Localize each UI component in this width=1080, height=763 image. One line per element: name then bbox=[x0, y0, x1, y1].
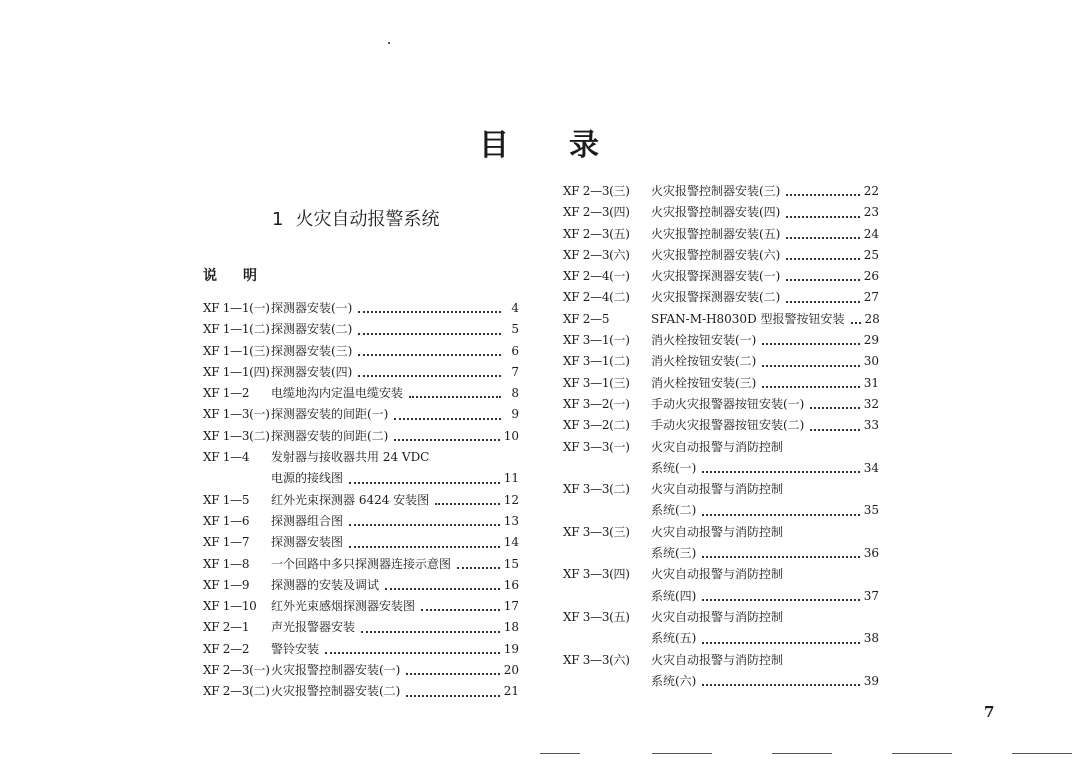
toc-entry bbox=[203, 575, 519, 596]
toc-dot-leader bbox=[786, 216, 859, 218]
toc-entry-page: 36 bbox=[863, 546, 879, 561]
toc-entry-code: XF 2—5 bbox=[563, 311, 610, 326]
toc-dot-leader bbox=[409, 396, 501, 398]
toc-dot-leader bbox=[762, 386, 859, 388]
toc-entry-title: 消火栓按钮安装(三) bbox=[651, 375, 757, 390]
toc-entry-title: 火灾报警控制器安装(二) bbox=[271, 684, 401, 699]
toc-entry bbox=[563, 671, 879, 692]
toc-entry bbox=[563, 309, 879, 330]
toc-entry-code: XF 1—7 bbox=[203, 535, 250, 550]
toc-entry-code: XF 3—1(三) bbox=[563, 375, 630, 390]
toc-entry-title: 火灾自动报警与消防控制 bbox=[651, 524, 784, 539]
toc-dot-leader bbox=[361, 631, 500, 633]
toc-entry bbox=[203, 660, 519, 681]
toc-entry-page: 24 bbox=[863, 226, 879, 241]
toc-entry-page: 9 bbox=[511, 407, 519, 422]
toc-entry-title: 系统(六) bbox=[651, 673, 697, 688]
page-number: 7 bbox=[984, 703, 995, 721]
toc-dot-leader bbox=[394, 439, 499, 441]
toc-dot-leader bbox=[406, 695, 499, 697]
toc-entry-code: XF 3—3(一) bbox=[563, 439, 630, 454]
toc-entry-title: 系统(四) bbox=[651, 588, 697, 603]
toc-entry bbox=[563, 458, 879, 479]
toc-entry-page: 18 bbox=[503, 620, 519, 635]
toc-dot-leader bbox=[358, 311, 501, 313]
scan-edge-lines bbox=[540, 753, 1080, 755]
toc-entry-code: XF 3—1(二) bbox=[563, 354, 630, 369]
toc-entry-page: 35 bbox=[863, 503, 879, 518]
toc-entry-page: 21 bbox=[503, 684, 519, 699]
toc-entry-page: 7 bbox=[511, 364, 519, 379]
toc-entry-page: 38 bbox=[863, 631, 879, 646]
toc-dot-leader bbox=[325, 652, 500, 654]
scan-speck bbox=[388, 42, 390, 44]
toc-dot-leader bbox=[786, 194, 859, 196]
toc-entry bbox=[203, 596, 519, 617]
toc-entry bbox=[563, 181, 879, 202]
toc-entry bbox=[563, 394, 879, 415]
toc-entry-code: XF 3—1(一) bbox=[563, 333, 630, 348]
toc-entry-page: 22 bbox=[863, 184, 879, 198]
toc-dot-leader bbox=[786, 237, 859, 239]
section-heading bbox=[272, 205, 439, 231]
toc-entry-code: XF 1—3(二) bbox=[203, 428, 270, 443]
page-title bbox=[0, 120, 1080, 164]
toc-dot-leader bbox=[349, 524, 500, 526]
toc-entry-page: 25 bbox=[863, 247, 879, 262]
toc-entry bbox=[203, 639, 519, 660]
toc-entry bbox=[203, 362, 519, 383]
note-heading-char-2: 明 bbox=[243, 268, 257, 284]
toc-entry-code: XF 1—1(一) bbox=[203, 301, 270, 315]
toc-dot-leader bbox=[702, 684, 859, 686]
toc-entry-page: 33 bbox=[863, 418, 879, 433]
toc-dot-leader bbox=[702, 556, 859, 558]
toc-entry bbox=[563, 224, 879, 245]
toc-entry-code: XF 2—3(三) bbox=[563, 184, 630, 198]
toc-entry-title: 消火栓按钮安装(二) bbox=[651, 354, 757, 369]
toc-entry-code: XF 1—1(三) bbox=[203, 343, 270, 358]
note-heading bbox=[203, 265, 257, 285]
toc-dot-leader bbox=[394, 418, 501, 420]
toc-entry-code: XF 3—3(六) bbox=[563, 652, 630, 667]
section-name: 火灾自动报警系统 bbox=[295, 209, 440, 230]
toc-entry-code: XF 2—2 bbox=[203, 641, 250, 656]
toc-entry bbox=[563, 351, 879, 372]
toc-entry bbox=[203, 298, 519, 319]
toc-entry bbox=[203, 383, 519, 404]
toc-entry bbox=[563, 373, 879, 394]
toc-entry-title: 发射器与接收器共用 24 VDC bbox=[271, 450, 430, 465]
toc-entry-title: 火灾报警控制器安装(三) bbox=[651, 184, 781, 198]
toc-entry bbox=[203, 426, 519, 447]
toc-entry-title: 声光报警器安装 bbox=[271, 620, 356, 635]
toc-entry-code: XF 1—4 bbox=[203, 450, 250, 465]
toc-entry-code: XF 2—3(一) bbox=[203, 663, 270, 678]
toc-entry-page: 32 bbox=[863, 396, 879, 411]
toc-entry bbox=[563, 415, 879, 436]
toc-entry bbox=[203, 341, 519, 362]
toc-entry-code: XF 2—4(二) bbox=[563, 290, 630, 305]
toc-entry-title: 探测器安装图 bbox=[271, 535, 344, 550]
toc-dot-leader bbox=[358, 375, 501, 377]
toc-entry-code: XF 1—2 bbox=[203, 386, 250, 401]
toc-entry-code: XF 3—2(一) bbox=[563, 396, 630, 411]
section-number: 1 bbox=[272, 209, 284, 230]
toc-entry-title: 红外光束探测器 6424 安装图 bbox=[271, 492, 430, 507]
toc-entry bbox=[203, 490, 519, 511]
toc-entry-title: 红外光束感烟探测器安装图 bbox=[271, 599, 416, 614]
toc-dot-leader bbox=[358, 333, 501, 335]
toc-entry-page: 28 bbox=[864, 311, 880, 326]
toc-entry-title: 火灾报警探测器安装(一) bbox=[651, 269, 781, 284]
toc-entry bbox=[203, 554, 519, 575]
toc-entry-code: XF 3—2(二) bbox=[563, 418, 630, 433]
toc-dot-leader bbox=[810, 429, 859, 431]
toc-dot-leader bbox=[457, 567, 500, 569]
toc-entry bbox=[563, 479, 879, 500]
toc-entry-title: 火灾报警控制器安装(四) bbox=[651, 205, 781, 220]
toc-entry-title: 系统(一) bbox=[651, 460, 697, 475]
toc-entry-page: 20 bbox=[503, 663, 519, 678]
toc-entry-page: 10 bbox=[503, 428, 519, 443]
toc-entry-code: XF 2—4(一) bbox=[563, 269, 630, 284]
toc-dot-leader bbox=[786, 301, 859, 303]
toc-entry-title: 火灾自动报警与消防控制 bbox=[651, 567, 784, 582]
toc-dot-leader bbox=[851, 322, 861, 324]
toc-entry-title: 火灾自动报警与消防控制 bbox=[651, 652, 784, 667]
toc-dot-leader bbox=[406, 673, 499, 675]
toc-dot-leader bbox=[762, 365, 859, 367]
toc-entry bbox=[203, 404, 519, 425]
toc-entry bbox=[563, 500, 879, 521]
toc-entry-title: 系统(二) bbox=[651, 503, 697, 518]
toc-entry bbox=[563, 543, 879, 564]
toc-entry-page: 17 bbox=[503, 599, 519, 614]
toc-entry-title: 火灾自动报警与消防控制 bbox=[651, 482, 784, 497]
toc-dot-leader bbox=[349, 546, 500, 548]
toc-entry-title: 火灾自动报警与消防控制 bbox=[651, 609, 784, 624]
toc-entry-page: 11 bbox=[503, 471, 519, 486]
toc-entry-page: 8 bbox=[511, 386, 519, 401]
toc-entry-title: 探测器安装的间距(二) bbox=[271, 428, 389, 443]
toc-entry-code: XF 3—3(三) bbox=[563, 524, 630, 539]
toc-entry bbox=[563, 266, 879, 287]
toc-entry-page: 15 bbox=[503, 556, 519, 571]
toc-entry-title: 消火栓按钮安装(一) bbox=[651, 333, 757, 348]
toc-entry-page: 34 bbox=[863, 460, 879, 475]
toc-dot-leader bbox=[349, 482, 500, 484]
toc-dot-leader bbox=[786, 279, 859, 281]
toc-entry-title: 手动火灾报警器按钮安装(二) bbox=[651, 418, 805, 433]
toc-entry-code: XF 1—10 bbox=[203, 599, 257, 614]
toc-entry-page: 5 bbox=[511, 322, 519, 337]
toc-entry-title: 探测器安装(四) bbox=[271, 364, 353, 379]
toc-entry-title: 探测器安装(三) bbox=[271, 343, 353, 358]
toc-entry-code: XF 1—6 bbox=[203, 513, 250, 528]
toc-dot-leader bbox=[358, 354, 501, 356]
toc-dot-leader bbox=[421, 609, 500, 611]
toc-entry-code: XF 1—3(一) bbox=[203, 407, 270, 422]
page-title-char-1: 目 bbox=[479, 128, 511, 163]
toc-entry bbox=[563, 437, 879, 458]
toc-entry-code: XF 3—3(四) bbox=[563, 567, 630, 582]
toc-entry-title: 探测器组合图 bbox=[271, 513, 344, 528]
toc-dot-leader bbox=[702, 471, 859, 473]
toc-dot-leader bbox=[762, 343, 859, 345]
toc-entry-code: XF 3—3(五) bbox=[563, 609, 630, 624]
toc-entry bbox=[203, 319, 519, 340]
toc-entry-title: 电源的接线图 bbox=[271, 471, 344, 486]
toc-entry-page: 13 bbox=[503, 513, 519, 528]
toc-entry-code: XF 2—3(四) bbox=[563, 205, 630, 220]
toc-entry-title: 警铃安装 bbox=[271, 641, 320, 656]
toc-entry bbox=[563, 245, 879, 266]
toc-entry-title: 系统(五) bbox=[651, 631, 697, 646]
toc-dot-leader bbox=[702, 599, 859, 601]
toc-entry-page: 30 bbox=[863, 354, 879, 369]
toc-entry bbox=[563, 564, 879, 585]
toc-entry-title: 火灾报警控制器安装(五) bbox=[651, 226, 781, 241]
toc-dot-leader bbox=[702, 514, 859, 516]
toc-left-column bbox=[203, 298, 519, 703]
toc-entry bbox=[563, 586, 879, 607]
toc-entry-page: 23 bbox=[863, 205, 879, 220]
toc-entry-title: 火灾报警控制器安装(一) bbox=[271, 663, 401, 678]
toc-entry-page: 16 bbox=[503, 577, 519, 592]
toc-entry-page: 26 bbox=[863, 269, 879, 284]
toc-entry-page: 19 bbox=[503, 641, 519, 656]
toc-entry bbox=[203, 468, 519, 489]
toc-entry-title: 探测器的安装及调试 bbox=[271, 577, 380, 592]
toc-entry bbox=[203, 447, 519, 468]
toc-entry bbox=[563, 607, 879, 628]
toc-entry-title: 一个回路中多只探测器连接示意图 bbox=[271, 556, 452, 571]
toc-entry-title: 火灾报警控制器安装(六) bbox=[651, 247, 781, 262]
toc-entry-title: 火灾报警探测器安装(二) bbox=[651, 290, 781, 305]
toc-dot-leader bbox=[786, 258, 859, 260]
toc-entry-code: XF 1—1(二) bbox=[203, 322, 270, 337]
toc-entry bbox=[563, 628, 879, 649]
toc-entry-page: 27 bbox=[863, 290, 879, 305]
toc-entry-page: 6 bbox=[511, 343, 519, 358]
toc-entry bbox=[563, 202, 879, 223]
toc-entry-page: 29 bbox=[863, 333, 879, 348]
toc-entry-title: 探测器安装(二) bbox=[271, 322, 353, 337]
toc-entry-code: XF 2—3(五) bbox=[563, 226, 630, 241]
toc-entry-code: XF 1—8 bbox=[203, 556, 250, 571]
toc-entry-page: 37 bbox=[863, 588, 879, 603]
toc-entry-title: 火灾自动报警与消防控制 bbox=[651, 439, 784, 454]
toc-dot-leader bbox=[702, 642, 859, 644]
toc-entry-title: SFAN-M-H8030D 型报警按钮安装 bbox=[651, 311, 845, 326]
toc-entry bbox=[563, 650, 879, 671]
toc-entry bbox=[203, 532, 519, 553]
toc-entry-title: 探测器安装(一) bbox=[271, 301, 353, 315]
note-heading-char-1: 说 bbox=[203, 268, 217, 284]
toc-entry-title: 系统(三) bbox=[651, 546, 697, 561]
toc-entry bbox=[203, 511, 519, 532]
toc-entry bbox=[563, 287, 879, 308]
toc-entry-title: 手动火灾报警器按钮安装(一) bbox=[651, 396, 805, 411]
page-title-char-2: 录 bbox=[569, 128, 601, 163]
toc-entry-page: 12 bbox=[503, 492, 519, 507]
toc-entry-page: 39 bbox=[863, 673, 879, 688]
toc-dot-leader bbox=[435, 503, 500, 505]
toc-entry-page: 4 bbox=[511, 301, 519, 315]
toc-entry-code: XF 2—3(二) bbox=[203, 684, 270, 699]
toc-entry bbox=[203, 617, 519, 638]
toc-entry-code: XF 3—3(二) bbox=[563, 482, 630, 497]
toc-entry-code: XF 2—3(六) bbox=[563, 247, 630, 262]
toc-entry bbox=[203, 681, 519, 702]
toc-entry bbox=[563, 330, 879, 351]
toc-dot-leader bbox=[810, 407, 859, 409]
toc-entry-title: 探测器安装的间距(一) bbox=[271, 407, 389, 422]
toc-entry bbox=[563, 522, 879, 543]
toc-entry-code: XF 2—1 bbox=[203, 620, 250, 635]
toc-entry-page: 14 bbox=[503, 535, 519, 550]
toc-entry-code: XF 1—5 bbox=[203, 492, 250, 507]
toc-entry-code: XF 1—1(四) bbox=[203, 364, 270, 379]
toc-entry-page: 31 bbox=[863, 375, 879, 390]
toc-right-column bbox=[563, 181, 879, 692]
toc-entry-code: XF 1—9 bbox=[203, 577, 250, 592]
toc-entry-title: 电缆地沟内定温电缆安装 bbox=[271, 386, 404, 401]
toc-dot-leader bbox=[385, 588, 500, 590]
